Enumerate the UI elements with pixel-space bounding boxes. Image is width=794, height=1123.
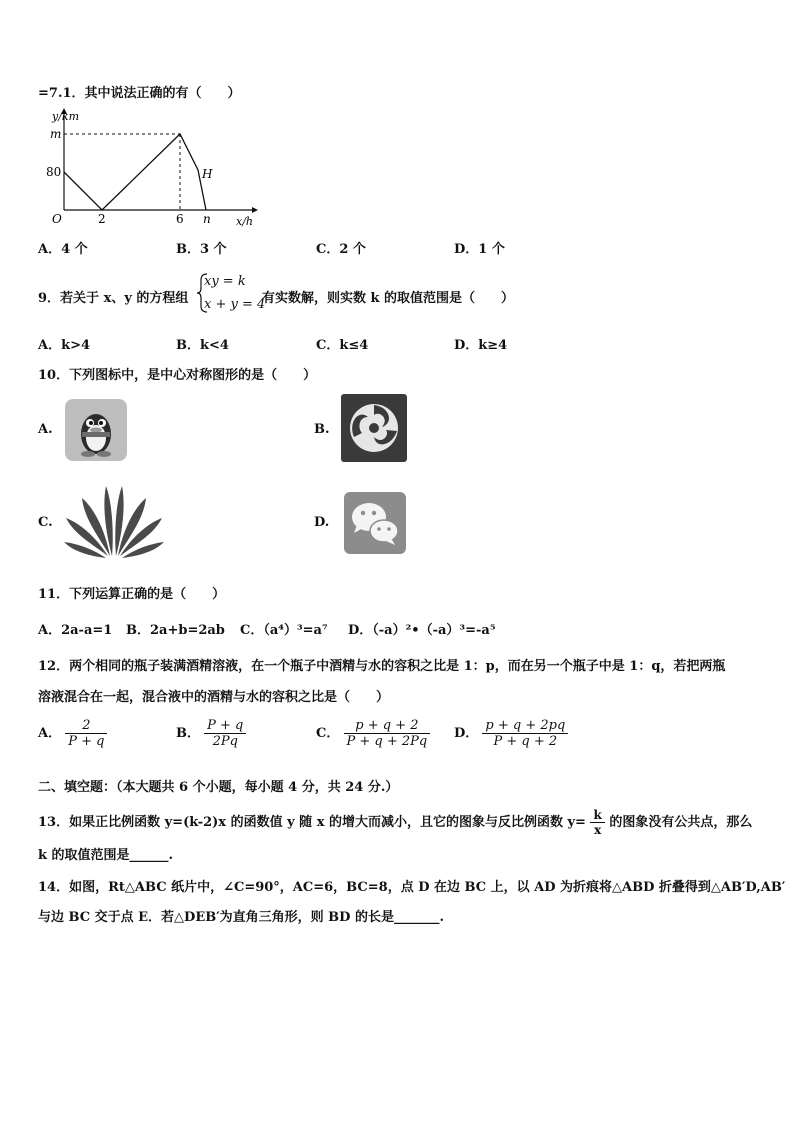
q8-option-d: D．1 个 [454,242,505,257]
q9-equation-2: x + y = 4 [204,297,266,312]
q12-stem-line2: 溶液混合在一起，混合液中的酒精与水的容积之比是（ ） [38,690,390,705]
q12-option-d [454,718,568,749]
q10-stem: 10．下列图标中，是中心对称图形的是（ ） [38,368,317,383]
q12-option-c-fraction [344,718,431,749]
q12-option-c-label: C． [316,726,340,741]
q8-distance-time-graph [40,106,260,228]
q12-option-b-label: B． [176,726,200,741]
fraction-denominator: 2Pq [212,734,238,749]
section-fill-blank-header: 二、填空题：（本大题共 6 个小题，每小题 4 分，共 24 分.） [38,780,399,795]
tick-2: 2 [98,212,106,226]
tick-6: 6 [176,212,184,226]
q12-stem-line1: 12．两个相同的瓶子装满酒精溶液，在一个瓶子中酒精与水的容积之比是 1：p，而在另一个瓶子中是 1：q，若把两瓶 [38,659,726,674]
fraction-numerator: p + q + 2pq [482,718,568,734]
q9-option-d: D．k≥4 [454,338,508,353]
huawei-petals-icon [62,482,166,560]
q9-equation-1: xy = k [204,274,246,289]
fraction-denominator: P + q + 2Pq [346,734,428,749]
fraction-numerator: 2 [65,718,107,734]
q12-option-d-fraction [482,718,568,749]
qq-penguin-icon [64,398,128,462]
q11-option-b: B．2a+b=2ab [126,623,225,638]
q12-option-b-fraction [204,718,246,749]
q9-stem-suffix: 有实数解，则实数 k 的取值范围是（ ） [262,291,515,306]
q12-option-a-fraction [65,718,107,749]
q13-part2: 的图象没有公共点，那么 [609,815,753,830]
fraction-denominator: P + q + 2 [493,734,558,749]
q14-stem-line2: 与边 BC 交于点 E．若△DEB′为直角三角形，则 BD 的长是_______. [38,910,444,925]
q8-option-c: C．2 个 [316,242,366,257]
q9-option-a: A．k>4 [38,338,91,353]
q8-option-a: A．4 个 [38,242,88,257]
q11-option-d: D．（-a）²•（-a）³=-a⁵ [348,623,496,638]
tick-80: 80 [46,165,62,179]
q9-option-b: B．k<4 [176,338,229,353]
q8-option-b: B．3 个 [176,242,227,257]
q11-option-a: A．2a-a=1 [38,623,113,638]
origin-label: O [52,212,62,226]
q10-label-a: A. [38,422,53,437]
fraction-denominator: x [594,823,602,837]
q13-line2: k 的取值范围是______. [38,848,174,863]
q14-stem-line1: 14．如图，Rt△ABC 纸片中，∠C=90°，AC=6，BC=8，点 D 在边 BC 上，以 AD 为折痕将△ABD 折叠得到△AB′D,AB′ [38,880,786,895]
fraction-numerator: p + q + 2 [344,718,431,734]
y-axis-label: y/km [52,110,80,123]
point-H: H [202,167,213,181]
swirl-logo-icon [340,393,408,463]
fraction-numerator: P + q [204,718,246,734]
graph-line [64,134,206,210]
q9-option-c: C．k≤4 [316,338,369,353]
q12-option-a [38,718,107,749]
fraction-denominator: P + q [68,734,105,749]
q12-option-b [176,718,246,749]
q13-fraction [590,808,604,837]
wechat-bubbles-icon [343,491,407,555]
q11-stem: 11．下列运算正确的是（ ） [38,587,226,602]
q10-label-b: B. [314,422,330,437]
tick-n: n [203,212,211,226]
q13-part1: 13．如果正比例函数 y=(k-2)x 的函数值 y 随 x 的增大而减小，且它的图象与反比例函数 y= [38,815,586,830]
fraction-numerator: k [590,808,604,823]
q13-stem [38,808,752,837]
x-axis-label: x/h [236,215,253,228]
q12-option-d-label: D． [454,726,479,741]
q9-stem-prefix: 9．若关于 x、y 的方程组 [38,291,189,306]
q12-option-a-label: A． [38,726,62,741]
q8-stem-tail: =7.1．其中说法正确的有（ ） [38,86,241,101]
q10-label-d: D. [314,515,330,530]
tick-m: m [50,127,62,141]
q12-option-c [316,718,430,749]
q10-label-c: C. [38,515,53,530]
q11-option-c: C．（a⁴）³=a⁷ [240,623,328,638]
